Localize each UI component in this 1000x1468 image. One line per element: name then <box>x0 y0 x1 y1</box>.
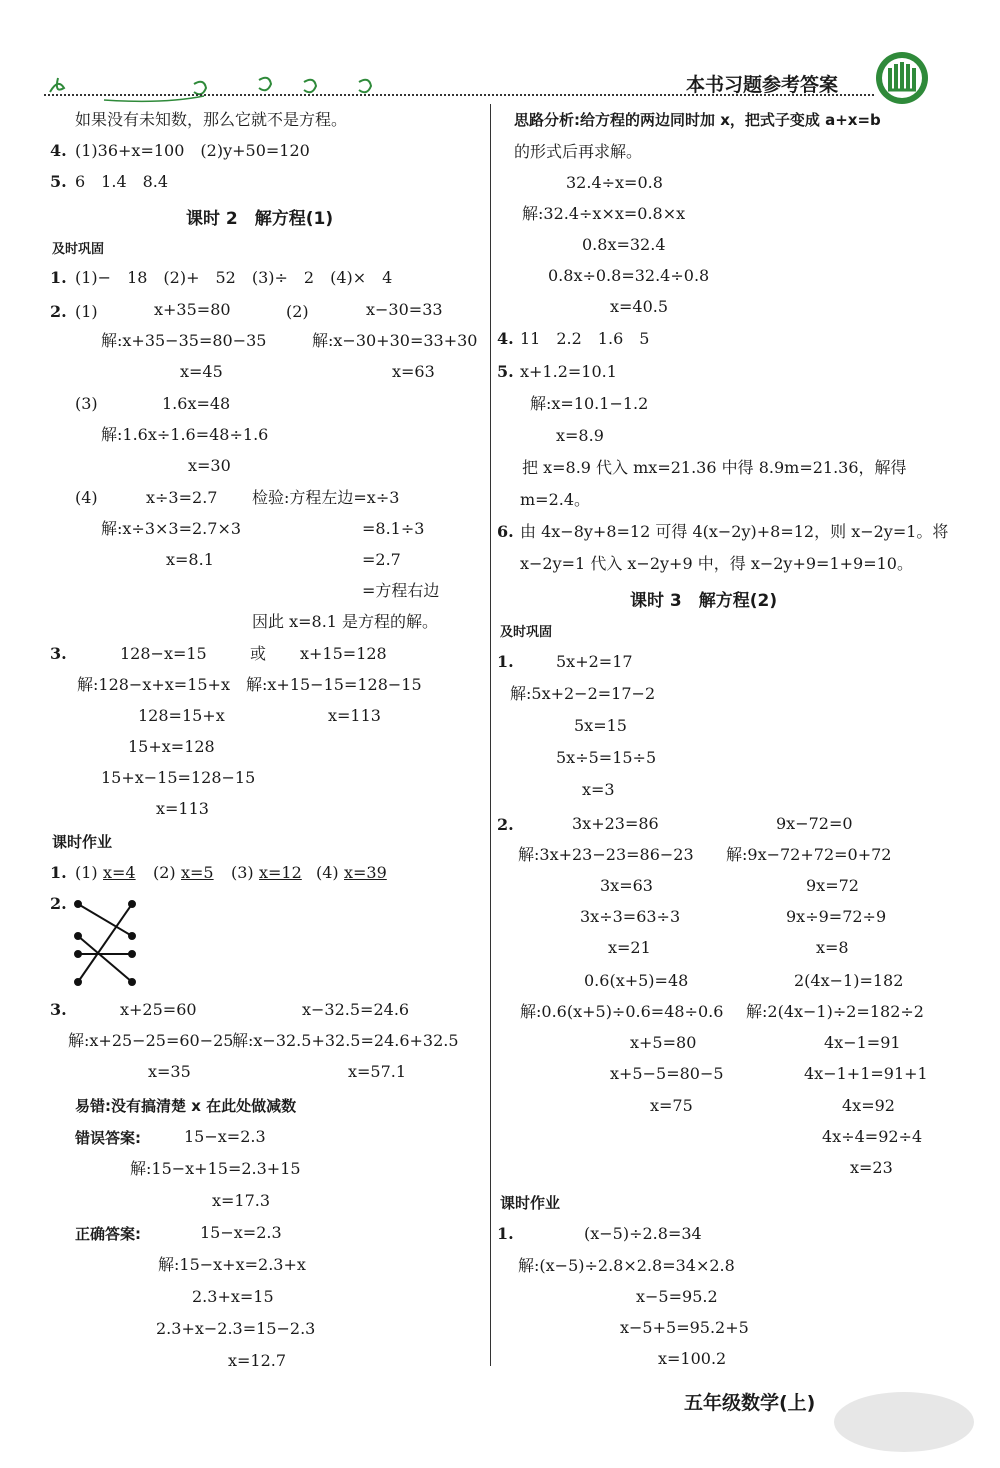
sub-label: (3) <box>231 863 254 882</box>
equation: x=57.1 <box>348 1062 407 1081</box>
subsection-label: 及时巩固 <box>500 625 553 640</box>
question-number: 3. <box>50 1000 67 1019</box>
section-title: 课时 3 解方程(2) <box>630 591 778 611</box>
sub-label: (2) <box>286 302 309 321</box>
equation: 解:32.4÷x×x=0.8×x <box>522 204 686 223</box>
question-number: 1. <box>50 268 67 287</box>
equation: x+1.2=10.1 <box>520 362 617 381</box>
answer-text: 11 2.2 1.6 5 <box>520 329 650 348</box>
question-number: 2. <box>497 815 514 834</box>
watermark-logo <box>824 1384 984 1460</box>
sub-label: (4) <box>316 863 339 882</box>
equation: 解:(x−5)÷2.8×2.8=34×2.8 <box>518 1256 735 1275</box>
sub-label: (1) <box>75 302 98 321</box>
equation: 2.3+x=15 <box>192 1287 274 1306</box>
equation: 2.3+x−2.3=15−2.3 <box>156 1319 316 1338</box>
equation: x+5=80 <box>630 1033 697 1052</box>
equation: 0.8x=32.4 <box>582 235 666 254</box>
analysis-line: 思路分析:给方程的两边同时加 x，把式子变成 a+x=b <box>514 111 881 129</box>
equation: 解:x=10.1−1.2 <box>530 394 649 413</box>
check-line: 因此 x=8.1 是方程的解。 <box>252 612 439 631</box>
equation: x−5+5=95.2+5 <box>620 1318 749 1337</box>
equation: x=8 <box>816 938 849 957</box>
equation: 解:x+25−25=60−25 <box>68 1031 234 1050</box>
equation: x÷3=2.7 <box>146 488 218 507</box>
matching-lines-diagram <box>70 896 140 988</box>
equation: x=45 <box>180 362 223 381</box>
header-swirl-decoration <box>44 70 504 110</box>
equation: x−32.5=24.6 <box>302 1000 410 1019</box>
equation: 解:x−30+30=33+30 <box>312 331 478 350</box>
equation: x=35 <box>148 1062 191 1081</box>
equation: 解:128−x+x=15+x <box>77 675 230 694</box>
underlined-answer: x=4 <box>103 863 136 882</box>
equation: 3x÷3=63÷3 <box>580 907 681 926</box>
answer-text: (1)36+x=100 (2)y+50=120 <box>75 141 310 160</box>
equation: 32.4÷x=0.8 <box>566 173 663 192</box>
check-line: =2.7 <box>362 550 401 569</box>
equation: x+25=60 <box>120 1000 197 1019</box>
sub-label: (3) <box>75 394 98 413</box>
analysis-line: 的形式后再求解。 <box>514 142 643 161</box>
equation: x=30 <box>188 456 231 475</box>
footer-title: 五年级数学(上) <box>684 1392 816 1414</box>
equation: 解:x−32.5+32.5=24.6+32.5 <box>232 1031 459 1050</box>
equation: 0.8x÷0.8=32.4÷0.8 <box>548 266 710 285</box>
equation: 128=15+x <box>138 706 225 725</box>
equation: 5x=15 <box>574 716 627 735</box>
text-line: x−2y=1 代入 x−2y+9 中，得 x−2y+9=1+9=10。 <box>520 554 913 573</box>
equation: 2(4x−1)=182 <box>794 971 904 990</box>
sub-label: (1) <box>75 863 98 882</box>
question-number: 2. <box>50 894 67 913</box>
equation: 15−x=2.3 <box>184 1127 266 1146</box>
equation: x=17.3 <box>212 1191 271 1210</box>
equation: 15+x−15=128−15 <box>101 768 256 787</box>
equation: 9x÷9=72÷9 <box>786 907 887 926</box>
question-number: 4. <box>497 329 514 348</box>
sub-label: (2) <box>153 863 176 882</box>
book-logo-icon <box>874 50 930 106</box>
equation: 解:3x+23−23=86−23 <box>518 845 694 864</box>
question-number: 3. <box>50 644 67 663</box>
homework-heading: 课时作业 <box>500 1194 561 1212</box>
check-line: 检验:方程左边=x÷3 <box>252 488 400 507</box>
equation: x=3 <box>582 780 615 799</box>
text-line: 由 4x−8y+8=12 可得 4(x−2y)+8=12，则 x−2y=1。将 <box>520 522 949 541</box>
equation: x=8.9 <box>556 426 604 445</box>
underlined-answer: x=5 <box>181 863 214 882</box>
equation: 9x=72 <box>806 876 859 895</box>
equation: x=21 <box>608 938 651 957</box>
equation: 解:15−x+x=2.3+x <box>158 1255 306 1274</box>
underlined-answer: x=12 <box>259 863 302 882</box>
or-text: 或 <box>250 644 267 663</box>
error-note: 易错:没有搞清楚 x 在此处做减数 <box>75 1097 297 1115</box>
text-line: 如果没有未知数，那么它就不是方程。 <box>75 110 348 129</box>
text-line: 把 x=8.9 代入 mx=21.36 中得 8.9m=21.36，解得 <box>522 458 907 477</box>
wrong-answer-label: 错误答案: <box>75 1129 141 1147</box>
equation: x=113 <box>328 706 381 725</box>
equation: x=63 <box>392 362 435 381</box>
equation: x=23 <box>850 1158 893 1177</box>
question-number: 4. <box>50 141 67 160</box>
equation: 5x÷5=15÷5 <box>556 748 657 767</box>
question-number: 1. <box>50 863 67 882</box>
check-line: =8.1÷3 <box>362 519 425 538</box>
section-title: 课时 2 解方程(1) <box>186 209 334 229</box>
equation: 0.6(x+5)=48 <box>584 971 689 990</box>
text-line: m=2.4。 <box>520 490 591 509</box>
equation: 3x+23=86 <box>572 814 659 833</box>
equation: x+5−5=80−5 <box>610 1064 724 1083</box>
equation: 15+x=128 <box>128 737 215 756</box>
subsection-label: 及时巩固 <box>52 242 105 257</box>
equation: 15−x=2.3 <box>200 1223 282 1242</box>
equation: 1.6x=48 <box>162 394 231 413</box>
check-line: =方程右边 <box>362 581 440 600</box>
column-divider <box>490 104 491 1366</box>
equation: 128−x=15 <box>120 644 207 663</box>
question-number: 5. <box>497 362 514 381</box>
question-number: 5. <box>50 172 67 191</box>
equation: x−30=33 <box>366 300 443 319</box>
equation: x=40.5 <box>610 297 669 316</box>
equation: x−5=95.2 <box>636 1287 718 1306</box>
equation: x+35=80 <box>154 300 231 319</box>
equation: x=75 <box>650 1096 693 1115</box>
sub-label: (4) <box>75 488 98 507</box>
equation: 9x−72=0 <box>776 814 853 833</box>
equation: 解:0.6(x+5)÷0.6=48÷0.6 <box>520 1002 724 1021</box>
underlined-answer: x=39 <box>344 863 387 882</box>
equation: 解:1.6x÷1.6=48÷1.6 <box>101 425 269 444</box>
equation: 4x=92 <box>842 1096 895 1115</box>
header-title: 本书习题参考答案 <box>686 74 839 96</box>
equation: 4x−1+1=91+1 <box>804 1064 928 1083</box>
equation: x=12.7 <box>228 1351 287 1370</box>
equation: (x−5)÷2.8=34 <box>584 1224 702 1243</box>
equation: 解:9x−72+72=0+72 <box>726 845 892 864</box>
answer-text: (1)− 18 (2)+ 52 (3)÷ 2 (4)× 4 <box>75 268 393 287</box>
equation: 解:2(4x−1)÷2=182÷2 <box>746 1002 924 1021</box>
equation: 解:x+35−35=80−35 <box>101 331 267 350</box>
question-number: 1. <box>497 652 514 671</box>
equation: 4x−1=91 <box>824 1033 901 1052</box>
equation: x=100.2 <box>658 1349 727 1368</box>
homework-heading: 课时作业 <box>52 833 113 851</box>
answer-text: 6 1.4 8.4 <box>75 172 169 191</box>
equation: 5x+2=17 <box>556 652 633 671</box>
question-number: 1. <box>497 1224 514 1243</box>
equation: 解:15−x+15=2.3+15 <box>130 1159 301 1178</box>
question-number: 6. <box>497 522 514 541</box>
equation: 4x÷4=92÷4 <box>822 1127 923 1146</box>
equation: 解:x÷3×3=2.7×3 <box>101 519 242 538</box>
equation: 解:5x+2−2=17−2 <box>510 684 656 703</box>
equation: x=113 <box>156 799 209 818</box>
equation: x+15=128 <box>300 644 387 663</box>
question-number: 2. <box>50 302 67 321</box>
equation: 解:x+15−15=128−15 <box>246 675 422 694</box>
correct-answer-label: 正确答案: <box>75 1225 141 1243</box>
equation: 3x=63 <box>600 876 653 895</box>
equation: x=8.1 <box>166 550 214 569</box>
